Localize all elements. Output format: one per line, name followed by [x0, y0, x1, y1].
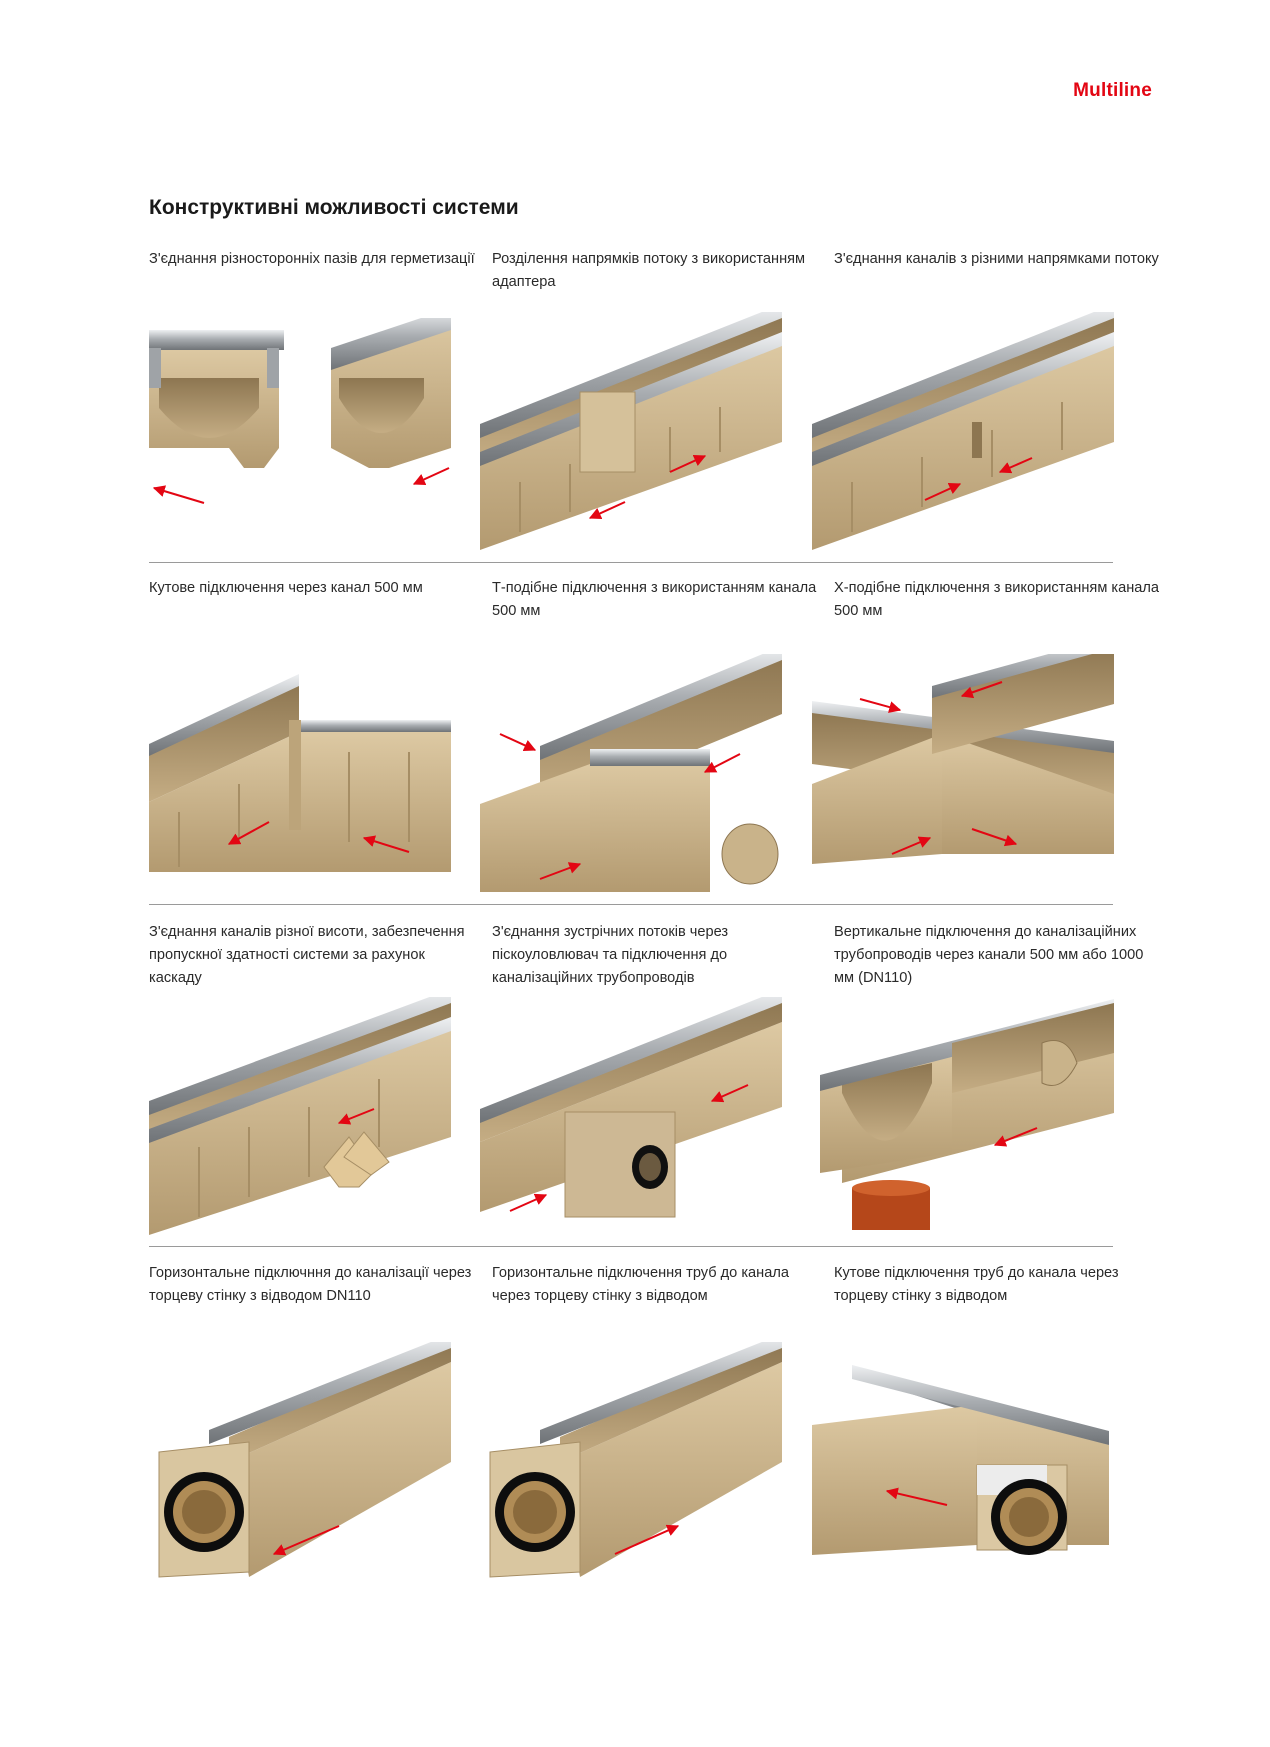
caption-11: Горизонтальне підключення труб до канала через торцеву стінку з відводом — [492, 1265, 789, 1304]
caption-4: Кутове підключення через канал 500 мм — [149, 580, 423, 596]
illustration-1-sealing-joint — [149, 318, 451, 518]
illustration-9-vertical-outlet — [812, 993, 1114, 1231]
caption-2: Розділення напрямків потоку з використанням адаптера — [492, 251, 806, 290]
caption-9: Вертикальне підключення до каналізаційних трубопроводів через канали 500 мм або 1000 мм (DN110) — [834, 924, 1144, 986]
illustration-3-opposite-flow — [812, 312, 1114, 550]
caption-10: Горизонтальне підключння до каналізації через торцеву стінку з відводом DN110 — [149, 1265, 472, 1304]
caption-8: З'єднання зустрічних потоків через піскоуловлювач та підключення до каналізаційних трубопроводів — [492, 924, 729, 986]
illustration-12-corner-pipe-end — [807, 1345, 1109, 1585]
page-title: Конструктивні можливості системи — [149, 196, 519, 219]
row-divider-2 — [149, 904, 1113, 905]
caption-6: Х-подібне підключення з використанням канала 500 мм — [834, 580, 1160, 619]
illustration-10-horizontal-dn110 — [149, 1342, 451, 1582]
row-divider-3 — [149, 1246, 1113, 1247]
illustration-8-sand-trap — [480, 997, 782, 1235]
illustration-5-t-connection — [480, 654, 782, 892]
illustration-4-corner-connection — [149, 672, 451, 872]
illustration-2-adapter-split — [480, 312, 782, 550]
caption-12: Кутове підключення труб до канала через торцеву стінку з відводом — [834, 1265, 1119, 1304]
illustration-6-x-connection — [812, 654, 1114, 892]
illustration-7-cascade — [149, 997, 451, 1235]
caption-3: З'єднання каналів з різними напрямками потоку — [834, 251, 1159, 267]
caption-1: З'єднання різносторонніх пазів для герметизації — [149, 251, 475, 267]
row-divider-1 — [149, 562, 1113, 563]
caption-7: З'єднання каналів різної висоти, забезпечення пропускної здатності системи за рахунок каскаду — [149, 924, 465, 986]
illustration-11-horizontal-pipe-end — [480, 1342, 782, 1582]
brand-label: Multiline — [1073, 80, 1152, 101]
caption-5: Т-подібне підключення з використанням канала 500 мм — [492, 580, 817, 619]
